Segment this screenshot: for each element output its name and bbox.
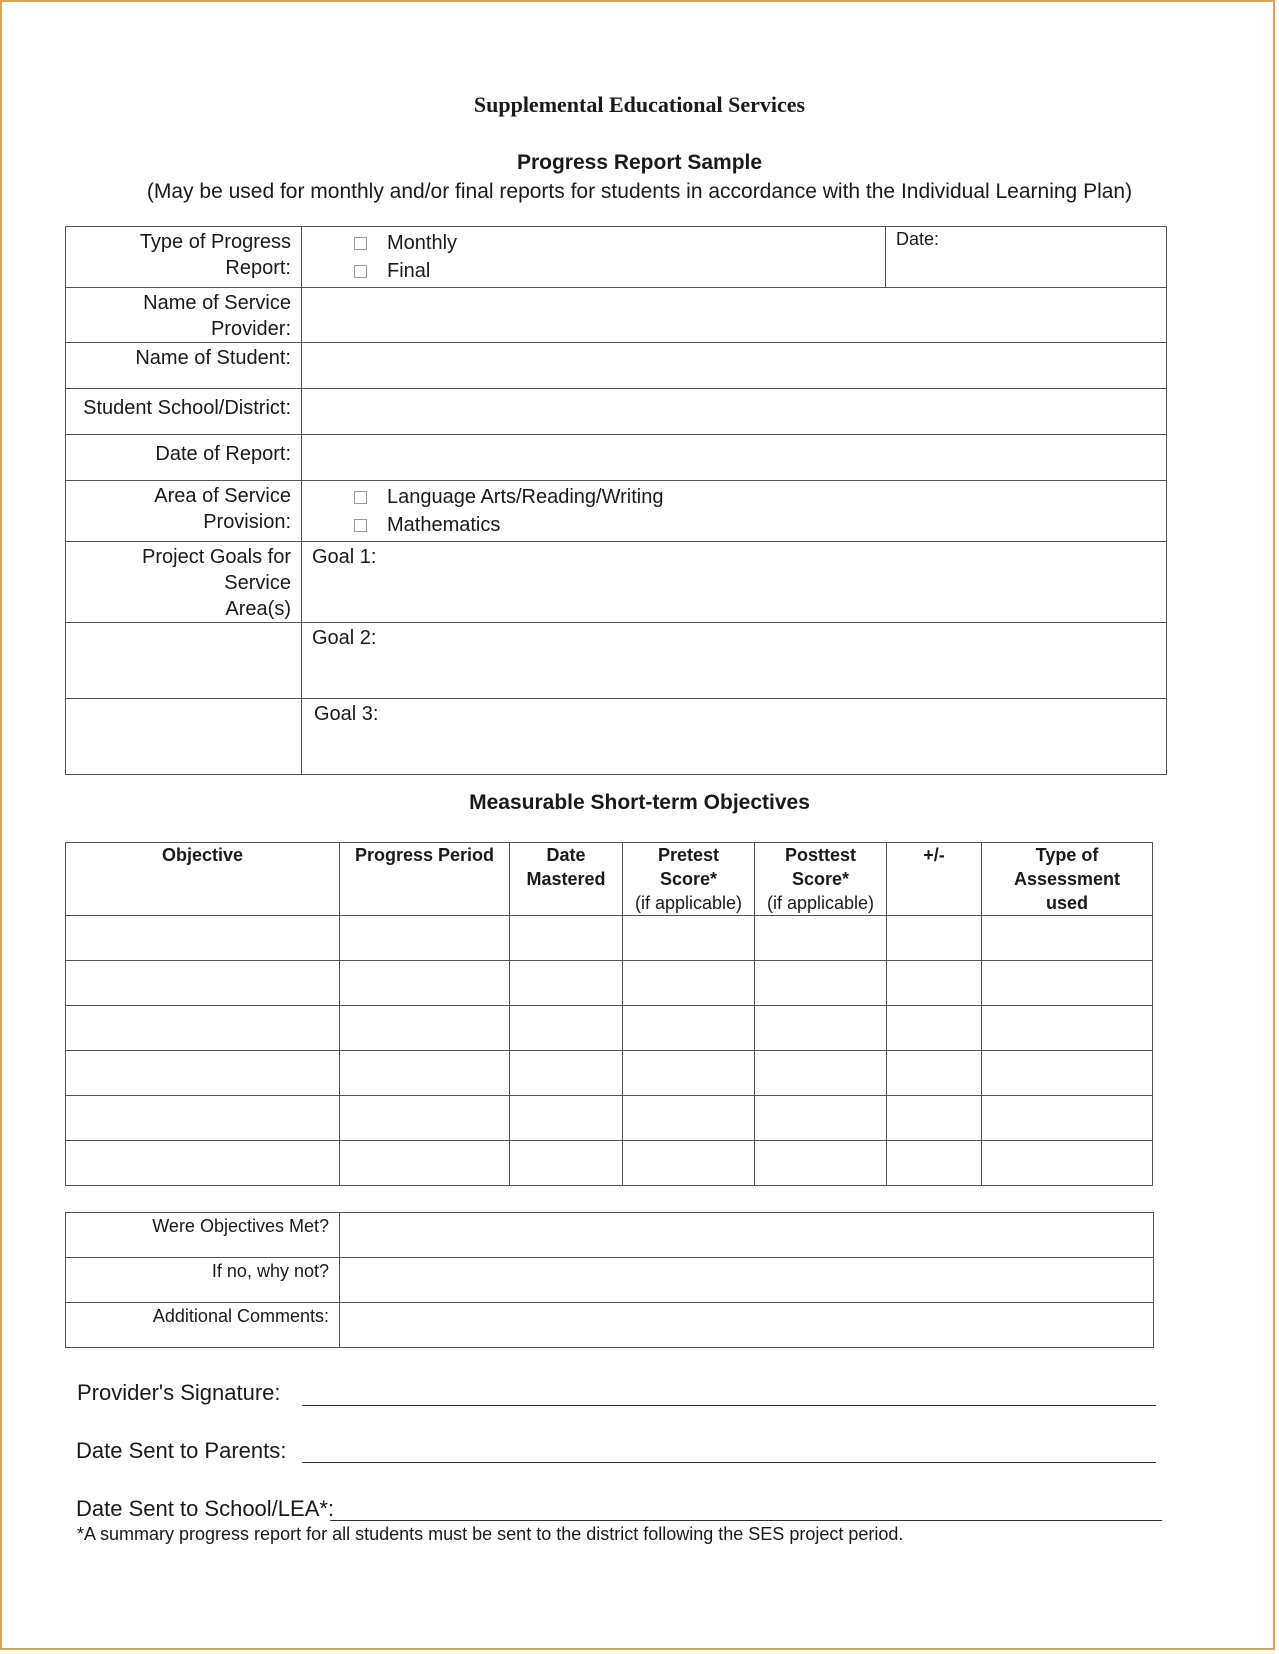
monthly-checkbox[interactable]	[354, 237, 367, 250]
additional-comments-field[interactable]	[340, 1303, 1154, 1348]
progress-period-cell[interactable]	[340, 1006, 510, 1051]
final-option[interactable]	[312, 257, 875, 285]
area-of-service-options	[302, 481, 1167, 542]
table-row	[66, 1096, 1153, 1141]
objectives-table	[65, 842, 1153, 1186]
date-mastered-cell[interactable]	[510, 1051, 623, 1096]
goal-2-field[interactable]	[302, 623, 1167, 699]
plus-minus-cell[interactable]	[887, 1006, 982, 1051]
pretest-score-cell[interactable]	[623, 1096, 755, 1141]
plus-minus-header: +/-	[887, 843, 982, 916]
date-mastered-cell[interactable]	[510, 916, 623, 961]
monthly-label: Monthly	[387, 232, 458, 254]
student-name-field[interactable]	[302, 343, 1167, 389]
posttest-score-cell[interactable]	[755, 961, 887, 1006]
plus-minus-cell[interactable]	[887, 961, 982, 1006]
final-checkbox[interactable]	[354, 265, 367, 278]
progress-period-cell[interactable]	[340, 1051, 510, 1096]
final-label: Final	[387, 260, 431, 282]
pretest-score-cell[interactable]	[623, 1006, 755, 1051]
form-subtitle: Progress Report Sample	[516, 151, 763, 174]
provider-signature-line[interactable]	[302, 1405, 1156, 1406]
why-not-field[interactable]	[340, 1258, 1154, 1303]
school-district-label: Student School/District:	[66, 389, 302, 435]
table-row	[66, 1051, 1153, 1096]
date-of-report-label: Date of Report:	[66, 435, 302, 481]
mathematics-checkbox[interactable]	[354, 519, 367, 532]
project-goals-label: Project Goals for Service Area(s)	[66, 542, 302, 623]
posttest-score-cell[interactable]	[755, 1141, 887, 1186]
date-mastered-cell[interactable]	[510, 1141, 623, 1186]
area-of-service-label: Area of Service Provision:	[66, 481, 302, 542]
plus-minus-cell[interactable]	[887, 1096, 982, 1141]
posttest-score-cell[interactable]	[755, 1051, 887, 1096]
goal-2-label: Goal 2:	[312, 627, 377, 649]
table-row	[66, 916, 1153, 961]
goal-1-field[interactable]	[302, 542, 1167, 623]
posttest-score-header: Posttest Score* (if applicable)	[755, 843, 887, 916]
pretest-score-cell[interactable]	[623, 961, 755, 1006]
objective-cell[interactable]	[66, 1006, 340, 1051]
date-field[interactable]	[886, 227, 1167, 288]
posttest-score-cell[interactable]	[755, 916, 887, 961]
language-arts-label: Language Arts/Reading/Writing	[387, 486, 664, 508]
mathematics-label: Mathematics	[387, 514, 501, 536]
school-district-field[interactable]	[302, 389, 1167, 435]
date-sent-parents-label: Date Sent to Parents:	[76, 1438, 287, 1463]
footnote: *A summary progress report for all students must be sent to the district following the SES project period.	[77, 1524, 904, 1544]
form-title: Supplemental Educational Services	[473, 92, 806, 117]
language-arts-option[interactable]	[312, 483, 1156, 511]
date-mastered-header: Date Mastered	[510, 843, 623, 916]
assessment-type-cell[interactable]	[982, 916, 1153, 961]
objectives-met-field[interactable]	[340, 1213, 1154, 1258]
objectives-rows	[66, 916, 1153, 1186]
objective-cell[interactable]	[66, 961, 340, 1006]
type-of-report-options	[302, 227, 886, 288]
objectives-met-label: Were Objectives Met?	[66, 1213, 340, 1258]
pretest-score-cell[interactable]	[623, 1141, 755, 1186]
mathematics-option[interactable]	[312, 511, 1156, 539]
objectives-title: Measurable Short-term Objectives	[469, 791, 810, 814]
goal-3-label-cell	[66, 699, 302, 775]
goal-3-field[interactable]	[302, 699, 1167, 775]
date-mastered-cell[interactable]	[510, 1006, 623, 1051]
objective-cell[interactable]	[66, 1141, 340, 1186]
service-provider-field[interactable]	[302, 288, 1167, 343]
date-label: Date:	[896, 229, 940, 249]
goal-1-label: Goal 1:	[312, 546, 377, 568]
plus-minus-cell[interactable]	[887, 916, 982, 961]
posttest-score-cell[interactable]	[755, 1096, 887, 1141]
language-arts-checkbox[interactable]	[354, 491, 367, 504]
objective-cell[interactable]	[66, 1051, 340, 1096]
student-name-label: Name of Student:	[66, 343, 302, 389]
date-sent-school-line[interactable]	[330, 1520, 1162, 1521]
objective-cell[interactable]	[66, 1096, 340, 1141]
assessment-type-cell[interactable]	[982, 1096, 1153, 1141]
progress-period-cell[interactable]	[340, 916, 510, 961]
objective-cell[interactable]	[66, 916, 340, 961]
table-row	[66, 1006, 1153, 1051]
pretest-score-cell[interactable]	[623, 1051, 755, 1096]
form-description: (May be used for monthly and/or final reports for students in accordance with the Individual Learning Plan)	[146, 180, 1133, 203]
assessment-type-cell[interactable]	[982, 1051, 1153, 1096]
progress-period-cell[interactable]	[340, 961, 510, 1006]
student-info-table	[65, 226, 1167, 775]
date-sent-school-label: Date Sent to School/LEA*:	[76, 1496, 335, 1521]
type-of-report-label: Type of Progress Report:	[66, 227, 302, 288]
date-sent-parents-line[interactable]	[302, 1462, 1156, 1463]
plus-minus-cell[interactable]	[887, 1051, 982, 1096]
posttest-score-cell[interactable]	[755, 1006, 887, 1051]
date-mastered-cell[interactable]	[510, 961, 623, 1006]
date-of-report-field[interactable]	[302, 435, 1167, 481]
goal-2-label-cell	[66, 623, 302, 699]
progress-period-cell[interactable]	[340, 1096, 510, 1141]
goal-3-label: Goal 3:	[314, 703, 379, 725]
progress-period-cell[interactable]	[340, 1141, 510, 1186]
progress-period-header: Progress Period	[340, 843, 510, 916]
assessment-type-cell[interactable]	[982, 1141, 1153, 1186]
additional-comments-label: Additional Comments:	[66, 1303, 340, 1348]
assessment-type-header: Type of Assessment used	[982, 843, 1153, 916]
why-not-label: If no, why not?	[66, 1258, 340, 1303]
comments-table	[65, 1212, 1154, 1348]
objective-header: Objective	[66, 843, 340, 916]
pretest-score-cell[interactable]	[623, 916, 755, 961]
pretest-score-header: Pretest Score* (if applicable)	[623, 843, 755, 916]
table-row	[66, 1141, 1153, 1186]
date-mastered-cell[interactable]	[510, 1096, 623, 1141]
monthly-option[interactable]	[312, 229, 875, 257]
table-row	[66, 961, 1153, 1006]
assessment-type-cell[interactable]	[982, 961, 1153, 1006]
provider-signature-label: Provider's Signature:	[77, 1380, 281, 1405]
plus-minus-cell[interactable]	[887, 1141, 982, 1186]
assessment-type-cell[interactable]	[982, 1006, 1153, 1051]
service-provider-label: Name of Service Provider:	[66, 288, 302, 343]
